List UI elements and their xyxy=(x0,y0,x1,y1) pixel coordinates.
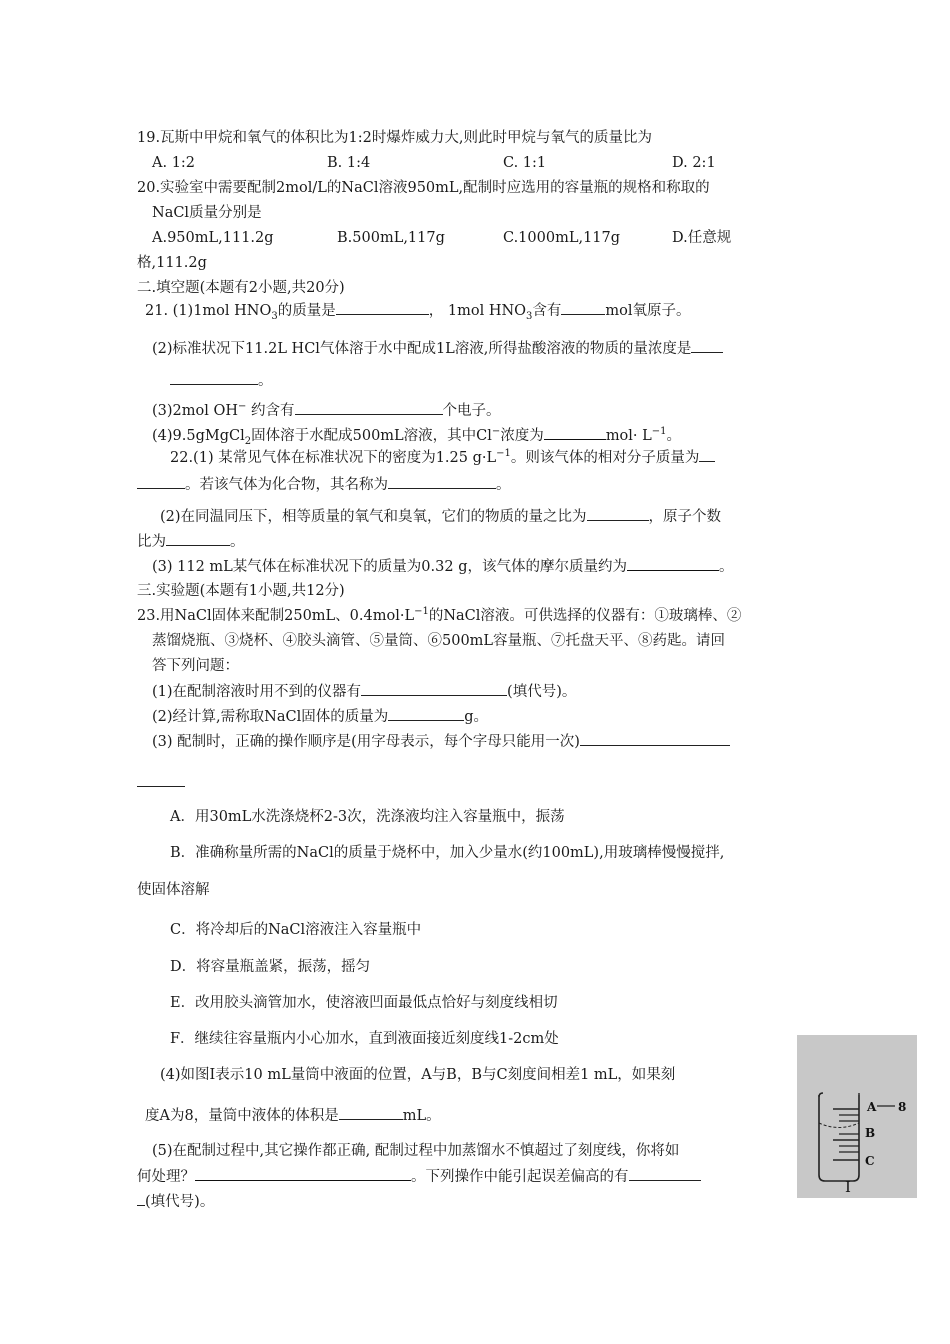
q23-sub5-cont: 何处理？ 。下列操作中能引起误差偏高的有 xyxy=(137,1166,701,1187)
figure-graduated-cylinder xyxy=(797,1035,917,1198)
q23-stem-line3: 答下列问题： xyxy=(152,658,239,674)
q21-part1: 21. (1)1mol $HNO_3$的质量是 ， 1mol $HNO_3$含有 mol氧原子。 xyxy=(145,300,691,321)
answer-blank[interactable] xyxy=(336,300,429,315)
q21-part4: (4)9.5gMgCl$_2$固体溶于水配成500mL溶液，其中Cl−浓度为 $mol\cdot L^{-1}$。 xyxy=(152,426,682,447)
answer-blank[interactable] xyxy=(295,400,443,415)
step-e: E．改用胶头滴管加水，使溶液凹面最低点恰好与刻度线相切 xyxy=(170,995,558,1011)
label-c: C xyxy=(865,1154,875,1168)
cylinder-drawing xyxy=(797,1035,917,1198)
answer-blank[interactable] xyxy=(195,1166,411,1181)
q20-stem-cont: NaCl质量分别是 xyxy=(152,205,262,221)
q20-option-a: A.950mL,111.2g xyxy=(152,230,274,246)
q23-sub5: (5)在配制过程中,其它操作都正确, 配制过程中加蒸馏水不慎超过了刻度线，你将如 xyxy=(152,1143,680,1159)
answer-blank[interactable] xyxy=(699,447,715,462)
q20-option-d-cont: 格,111.2g xyxy=(137,255,207,271)
step-a: A．用30mL水洗涤烧杯2-3次，洗涤液均注入容量瓶中，振荡 xyxy=(170,809,565,825)
section-2-heading: 二.填空题(本题有2小题,共20分) xyxy=(137,280,345,296)
answer-blank[interactable] xyxy=(629,1166,701,1181)
label-value: 8 xyxy=(898,1100,907,1114)
q22-part2: (2)在同温同压下，相等质量的氧气和臭氧，它们的物质的量之比为 ，原子个数 xyxy=(160,506,721,527)
q19-option-d: D. 2:1 xyxy=(672,155,716,171)
q20-option-b: B.500mL,117g xyxy=(337,230,445,246)
answer-blank[interactable] xyxy=(137,1191,145,1206)
section-3-heading: 三.实验题(本题有1小题,共12分) xyxy=(137,583,345,599)
step-f: F．继续往容量瓶内小心加水，直到液面接近刻度线1-2cm处 xyxy=(170,1031,559,1047)
q23-stem: 23.用NaCl固体来配制250mL、$0.4mol\cdot L^{-1}$的NaCl溶液。可供选择的仪器有：①玻璃棒、② xyxy=(137,606,742,624)
answer-blank[interactable] xyxy=(388,474,496,489)
q22-part3: (3) 112 mL某气体在标准状况下的质量为0.32 g，该气体的摩尔质量约为 。 xyxy=(152,556,734,577)
answer-blank[interactable] xyxy=(361,681,507,696)
q23-sub3: (3) 配制时，正确的操作顺序是(用字母表示，每个字母只能用一次) xyxy=(152,731,730,752)
q23-stem-line2: 蒸馏烧瓶、③烧杯、④胶头滴管、⑤量筒、⑥500mL容量瓶、⑦托盘天平、⑧药匙。请回 xyxy=(152,633,726,649)
answer-blank[interactable] xyxy=(137,772,185,787)
q19-stem: 19.瓦斯中甲烷和氧气的体积比为1:2时爆炸威力大,则此时甲烷与氧气的质量比为 xyxy=(137,130,653,146)
q23-sub2: (2)经计算,需称取NaCl固体的质量为 g。 xyxy=(152,706,488,727)
q23-sub1: (1)在配制溶液时用不到的仪器有 (填代号)。 xyxy=(152,681,576,702)
q22-part1-cont: 。若该气体为化合物，其名称为 。 xyxy=(137,474,511,495)
answer-blank[interactable] xyxy=(561,300,605,315)
q19-option-b: B. 1:4 xyxy=(327,155,371,171)
answer-blank[interactable] xyxy=(587,506,649,521)
answer-blank[interactable] xyxy=(137,474,185,489)
q21-part2: (2)标准状况下11.2L HCl气体溶于水中配成1L溶液,所得盐酸溶液的物质的量浓度是 xyxy=(152,338,723,359)
q20-option-c: C.1000mL,117g xyxy=(503,230,621,246)
q21-part2-cont: 。 xyxy=(170,370,273,391)
step-c: C．将冷却后的NaCl溶液注入容量瓶中 xyxy=(170,922,422,938)
q23-sub4: (4)如图Ⅰ表示10 mL量筒中液面的位置，A与B，B与C刻度间相差1 mL，如果刻 xyxy=(160,1067,676,1083)
answer-blank[interactable] xyxy=(166,531,230,546)
q21-part3: (3)2mol OH− 约含有 个电子。 xyxy=(152,401,501,419)
q19-option-a: A. 1:2 xyxy=(152,155,196,171)
answer-blank[interactable] xyxy=(544,425,606,440)
q23-sub4-cont: 度A为8，量筒中液体的体积是 mL。 xyxy=(145,1105,441,1126)
figure-caption: I xyxy=(845,1178,851,1196)
liquid-meniscus xyxy=(819,1123,859,1128)
label-b: B xyxy=(865,1126,876,1140)
q20-option-d: D.任意规 xyxy=(672,230,732,246)
cylinder-wall xyxy=(819,1095,859,1181)
q22-part2-cont: 比为 。 xyxy=(137,531,245,552)
label-a: A xyxy=(867,1100,877,1114)
answer-blank[interactable] xyxy=(339,1105,403,1120)
answer-blank[interactable] xyxy=(580,731,730,746)
q19-option-c: C. 1:1 xyxy=(503,155,547,171)
q23-sub5-end: (填代号)。 xyxy=(137,1191,214,1212)
answer-blank[interactable] xyxy=(170,370,258,385)
answer-blank[interactable] xyxy=(388,706,464,721)
q20-stem: 20.实验室中需要配制2mol/L的NaCl溶液950mL,配制时应选用的容量瓶的规格和称取的 xyxy=(137,180,710,196)
answer-blank[interactable] xyxy=(691,338,723,353)
step-d: D．将容量瓶盖紧，振荡，摇匀 xyxy=(170,959,371,975)
q22-part1: 22.(1) 某常见气体在标准状况下的密度为1.25 $g\cdot L^{-1}$。则该气体的相对分子质量为 xyxy=(170,447,715,468)
answer-blank[interactable] xyxy=(627,556,719,571)
step-b: B．准确称量所需的NaCl的质量于烧杯中，加入少量水(约100mL),用玻璃棒慢慢搅拌, xyxy=(170,845,725,861)
step-b-cont: 使固体溶解 xyxy=(137,882,210,898)
q23-sub3-cont xyxy=(137,772,185,793)
